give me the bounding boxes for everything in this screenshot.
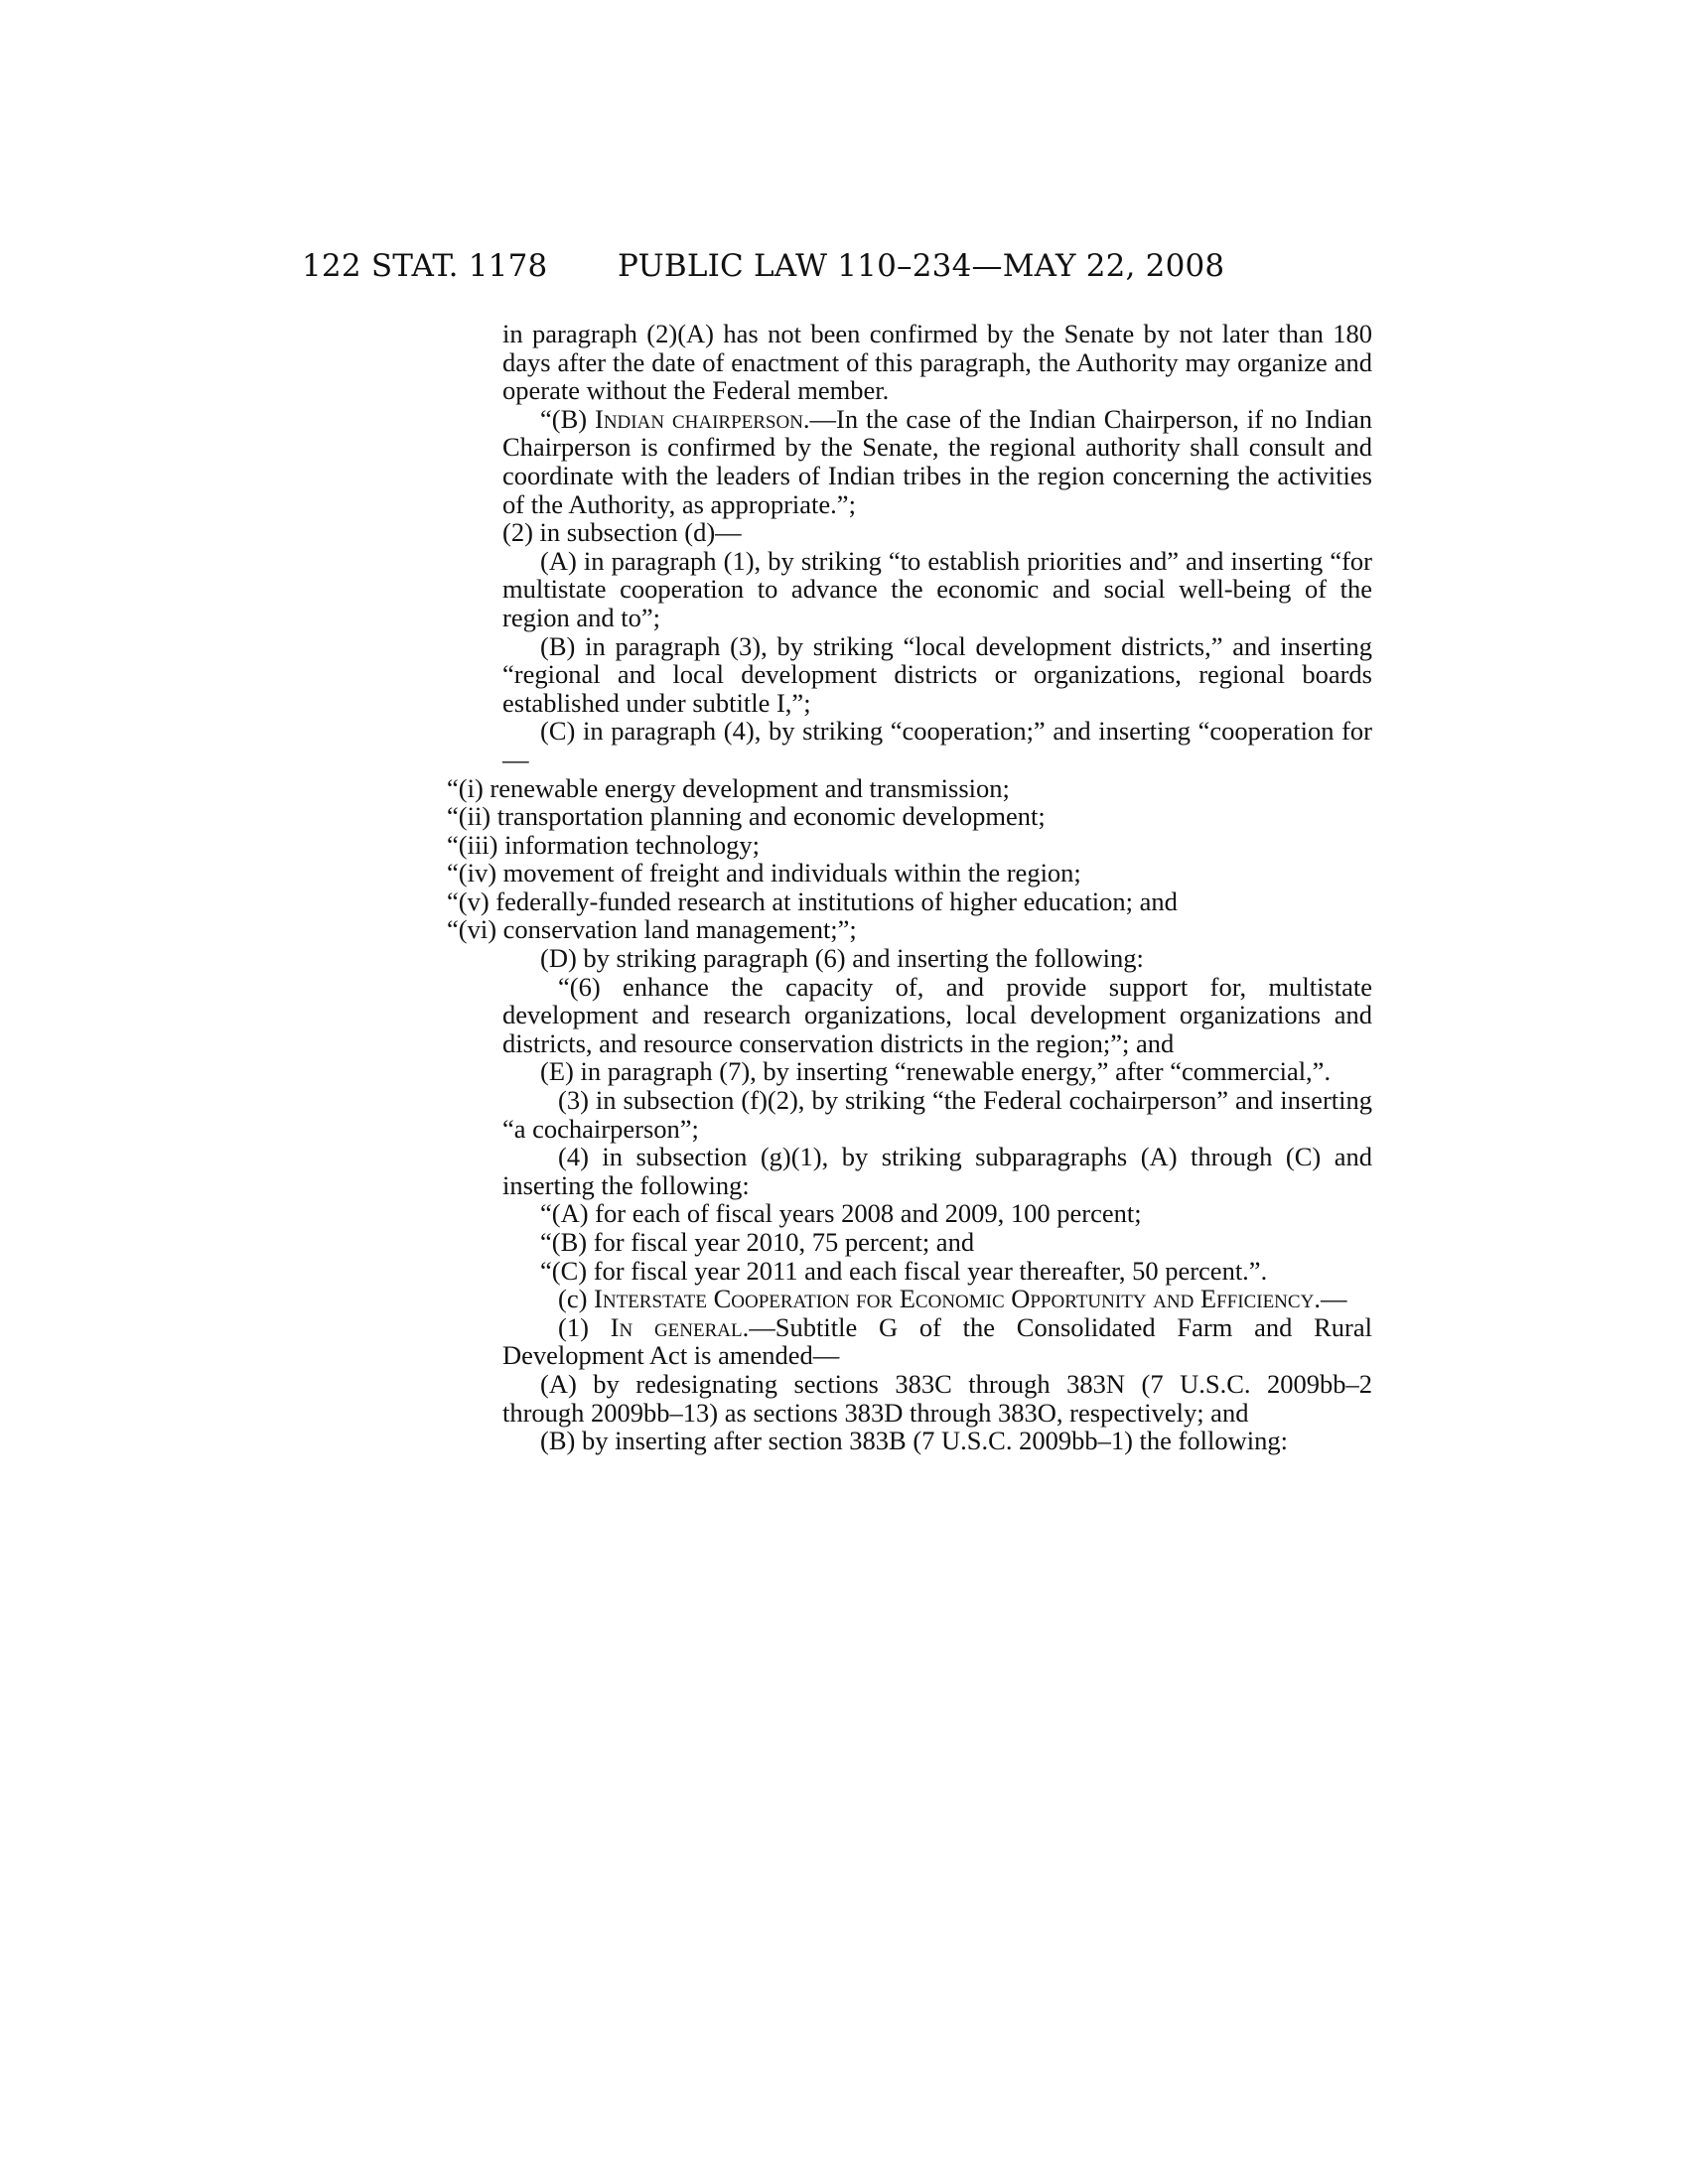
paragraph: (A) in paragraph (1), by striking “to establish priorities and” and inserting “for multistate cooperation to advance the economic and social well-being of the region and to”;	[502, 545, 1372, 632]
body-text	[447, 319, 1372, 1456]
paragraph: “(B) for fiscal year 2010, 75 percent; and	[540, 1227, 975, 1257]
paragraph: “(B) Indian chairperson.—In the case of the Indian Chairperson, if no Indian Chairperson is confirmed by the Senate, the regional authority shall consult and coordinate with the leaders of Indian tribes in the region concerning the activities of the Authority, as appropriate.”;	[502, 403, 1372, 519]
paragraph: “(v) federally-funded research at institutions of higher education; and	[447, 886, 1178, 916]
paragraph: “(iii) information technology;	[447, 829, 760, 860]
paragraph: “(i) renewable energy development and transmission;	[447, 772, 1010, 803]
paragraph: “(A) for each of fiscal years 2008 and 2009, 100 percent;	[540, 1198, 1142, 1229]
stat-page-number: 122 STAT. 1178	[302, 248, 548, 284]
paragraph: (2) in subsection (d)—	[502, 517, 742, 548]
paragraph: “(vi) conservation land management;”;	[447, 914, 857, 945]
paragraph: (B) by inserting after section 383B (7 U.S.C. 2009bb–1) the following:	[540, 1426, 1288, 1456]
paragraph: (3) in subsection (f)(2), by striking “the Federal cochairperson” and inserting “a cochairperson”;	[502, 1085, 1372, 1144]
paragraph: (A) by redesignating sections 383C through 383N (7 U.S.C. 2009bb–2 through 2009bb–13) as sections 383D through 383O, respectively; and	[502, 1368, 1372, 1428]
paragraph: “(6) enhance the capacity of, and provide support for, multistate development and research organizations, local development organizations and districts, and resource conservation districts in the region;”; and	[502, 971, 1372, 1058]
section-heading: In general	[610, 1311, 743, 1342]
section-heading: Interstate Cooperation for Economic Opportunity and Efficiency	[594, 1284, 1315, 1314]
paragraph: (C) in paragraph (4), by striking “cooperation;” and inserting “cooperation for—	[502, 716, 1372, 774]
paragraph: “(ii) transportation planning and economic development;	[447, 801, 1046, 832]
paragraph: (B) in paragraph (3), by striking “local development districts,” and inserting “regional and local development districts or organizations, regional boards established under subtitle I,”;	[502, 630, 1372, 718]
section-heading: Indian chairperson	[595, 403, 803, 434]
paragraph: (D) by striking paragraph (6) and inserting the following:	[540, 943, 1144, 974]
paragraph: (1) In general.—Subtitle G of the Consolidated Farm and Rural Development Act is amended—	[502, 1311, 1372, 1371]
paragraph: “(C) for fiscal year 2011 and each fiscal year thereafter, 50 percent.”.	[540, 1255, 1268, 1286]
paragraph: (c) Interstate Cooperation for Economic Opportunity and Efficiency.—	[558, 1284, 1347, 1314]
paragraph: in paragraph (2)(A) has not been confirmed by the Senate by not later than 180 days after the date of enactment of this paragraph, the Authority may organize and operate without the Federal member.	[502, 319, 1372, 406]
paragraph: “(iv) movement of freight and individuals within the region;	[447, 858, 1081, 888]
paragraph: (E) in paragraph (7), by inserting “renewable energy,” after “commercial,”.	[540, 1056, 1332, 1087]
paragraph: (4) in subsection (g)(1), by striking subparagraphs (A) through (C) and inserting the following:	[502, 1142, 1372, 1200]
running-head: PUBLIC LAW 110–234—MAY 22, 2008	[618, 248, 1225, 284]
